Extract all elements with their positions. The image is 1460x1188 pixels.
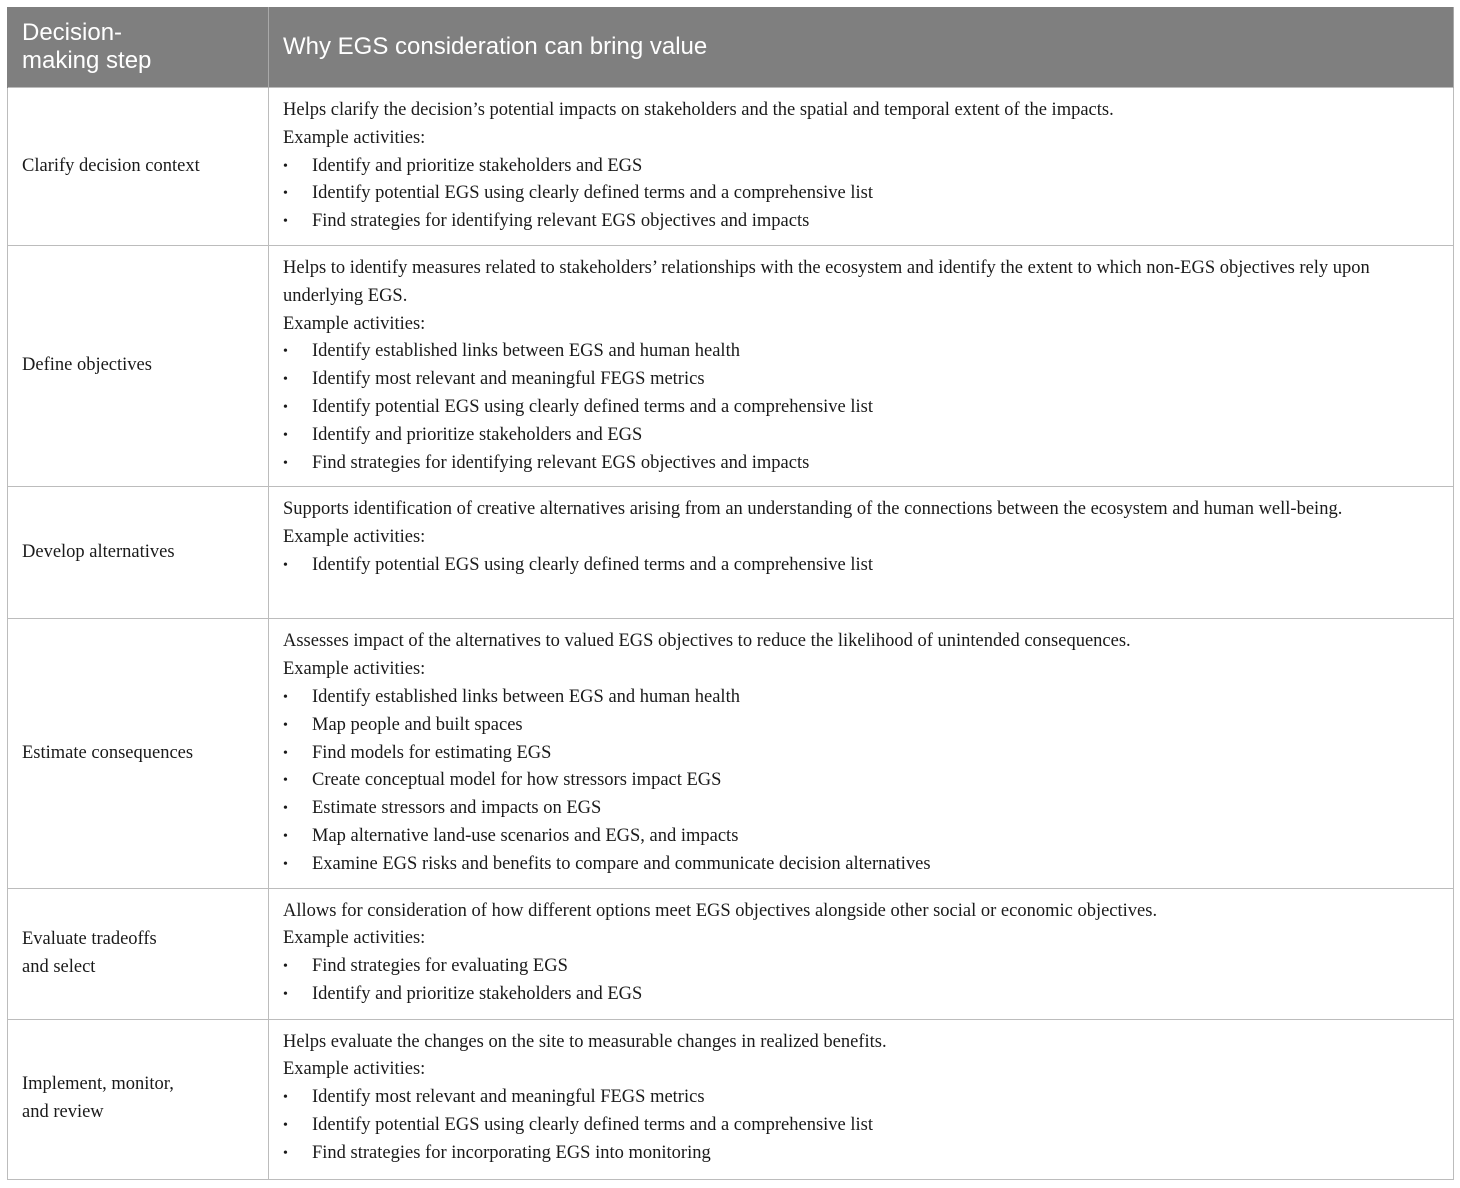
bullet-icon: • <box>283 959 288 975</box>
activity-text: Find strategies for identifying relevant EGS objectives and impacts <box>312 452 810 473</box>
list-item <box>283 953 1439 981</box>
header-row <box>8 7 1454 88</box>
value-description: Allows for consideration of how different options meet EGS objectives alongside other social or economic objectives. <box>283 900 1158 921</box>
decision-step-cell: Develop alternatives <box>8 487 269 619</box>
value-description: Helps evaluate the changes on the site to measurable changes in realized benefits. <box>283 1031 887 1052</box>
decision-step-cell: Define objectives <box>8 246 269 487</box>
value-description: Supports identification of creative alternatives arising from an understanding of the connections between the ecosystem and human well-being. <box>283 499 1343 520</box>
list-item <box>283 450 1439 478</box>
decision-step-cell: Clarify decision context <box>8 88 269 246</box>
bullet-icon: • <box>283 1145 288 1161</box>
activity-text: Create conceptual model for how stressors impact EGS <box>312 770 722 791</box>
example-activities-label: Example activities: <box>283 313 426 334</box>
bullet-icon: • <box>283 745 288 761</box>
activity-text: Map people and built spaces <box>312 714 523 735</box>
list-item <box>283 981 1439 1009</box>
list-item <box>283 180 1439 208</box>
list-item <box>283 208 1439 236</box>
why-value-cell <box>269 888 1454 1019</box>
bullet-icon: • <box>283 557 288 573</box>
activity-text: Identify and prioritize stakeholders and EGS <box>312 983 643 1004</box>
header-decision-step: Decision- making step <box>8 7 269 88</box>
bullet-icon: • <box>283 158 288 174</box>
example-activities-label: Example activities: <box>283 659 426 680</box>
example-activities-label: Example activities: <box>283 1059 426 1080</box>
list-item <box>283 153 1439 181</box>
list-item <box>283 1112 1439 1140</box>
table-header <box>8 7 1454 88</box>
bullet-icon: • <box>283 986 288 1002</box>
example-activities-label: Example activities: <box>283 928 426 949</box>
bullet-icon: • <box>283 828 288 844</box>
bullet-icon: • <box>283 186 288 202</box>
activity-text: Identify established links between EGS and human health <box>312 341 740 362</box>
table-row <box>8 246 1454 487</box>
bullet-icon: • <box>283 689 288 705</box>
activity-text: Identify most relevant and meaningful FEGS metrics <box>312 369 705 390</box>
list-item <box>283 712 1439 740</box>
bullet-icon: • <box>283 214 288 230</box>
activity-text: Identify potential EGS using clearly defined terms and a comprehensive list <box>312 183 874 204</box>
list-item <box>283 338 1439 366</box>
why-value-cell <box>269 88 1454 246</box>
value-description: Helps to identify measures related to stakeholders’ relationships with the ecosystem and identify the extent to which non-EGS objectives rely upon underlying EGS. <box>283 258 1370 306</box>
table-row <box>8 1019 1454 1179</box>
activity-text: Estimate stressors and impacts on EGS <box>312 798 602 819</box>
why-value-cell <box>269 246 1454 487</box>
activity-text: Identify potential EGS using clearly defined terms and a comprehensive list <box>312 396 874 417</box>
list-item <box>283 1084 1439 1112</box>
table-row <box>8 487 1454 619</box>
table-row <box>8 888 1454 1019</box>
value-description: Assesses impact of the alternatives to valued EGS objectives to reduce the likelihood of unintended consequences. <box>283 631 1131 652</box>
activity-list <box>283 1084 1439 1167</box>
value-description: Helps clarify the decision’s potential impacts on stakeholders and the spatial and temporal extent of the impacts. <box>283 100 1114 120</box>
activity-text: Identify and prioritize stakeholders and EGS <box>312 424 643 445</box>
activity-list <box>283 684 1439 879</box>
activity-text: Identify potential EGS using clearly defined terms and a comprehensive list <box>312 1114 874 1135</box>
list-item <box>283 684 1439 712</box>
bullet-icon: • <box>283 1117 288 1133</box>
activity-text: Find models for estimating EGS <box>312 742 552 763</box>
activity-text: Examine EGS risks and benefits to compare and communicate decision alternatives <box>312 853 931 874</box>
activity-text: Find strategies for identifying relevant EGS objectives and impacts <box>312 211 810 232</box>
example-activities-label: Example activities: <box>283 527 426 548</box>
list-item <box>283 795 1439 823</box>
why-value-cell <box>269 1019 1454 1179</box>
bullet-icon: • <box>283 372 288 388</box>
decision-step-cell: Evaluate tradeoffs and select <box>8 888 269 1019</box>
list-item <box>283 552 1439 580</box>
list-item <box>283 422 1439 450</box>
bullet-icon: • <box>283 427 288 443</box>
list-item <box>283 767 1439 795</box>
list-item <box>283 366 1439 394</box>
list-item <box>283 823 1439 851</box>
activity-text: Identify most relevant and meaningful FEGS metrics <box>312 1087 705 1108</box>
list-item <box>283 394 1439 422</box>
table-row <box>8 619 1454 888</box>
bullet-icon: • <box>283 856 288 872</box>
bullet-icon: • <box>283 1090 288 1106</box>
bullet-icon: • <box>283 773 288 789</box>
list-item <box>283 1140 1439 1168</box>
header-why-value: Why EGS consideration can bring value <box>269 7 1454 88</box>
egs-decision-table <box>7 7 1454 1180</box>
example-activities-label: Example activities: <box>283 127 426 148</box>
why-value-cell <box>269 487 1454 619</box>
bullet-icon: • <box>283 344 288 360</box>
decision-step-cell: Estimate consequences <box>8 619 269 888</box>
activity-text: Find strategies for incorporating EGS into monitoring <box>312 1142 711 1163</box>
bullet-icon: • <box>283 717 288 733</box>
why-value-cell <box>269 619 1454 888</box>
activity-list <box>283 552 1439 580</box>
list-item <box>283 740 1439 768</box>
bullet-icon: • <box>283 801 288 817</box>
activity-text: Map alternative land-use scenarios and EGS, and impacts <box>312 825 739 846</box>
activity-text: Identify established links between EGS and human health <box>312 686 740 707</box>
activity-list <box>283 953 1439 1009</box>
decision-step-cell: Implement, monitor, and review <box>8 1019 269 1179</box>
bullet-icon: • <box>283 399 288 415</box>
activity-text: Find strategies for evaluating EGS <box>312 956 568 977</box>
table-row <box>8 88 1454 246</box>
list-item <box>283 851 1439 879</box>
activity-text: Identify and prioritize stakeholders and EGS <box>312 155 643 176</box>
table-body <box>8 88 1454 1180</box>
activity-list <box>283 338 1439 477</box>
activity-list <box>283 153 1439 236</box>
bullet-icon: • <box>283 455 288 471</box>
activity-text: Identify potential EGS using clearly defined terms and a comprehensive list <box>312 554 874 575</box>
